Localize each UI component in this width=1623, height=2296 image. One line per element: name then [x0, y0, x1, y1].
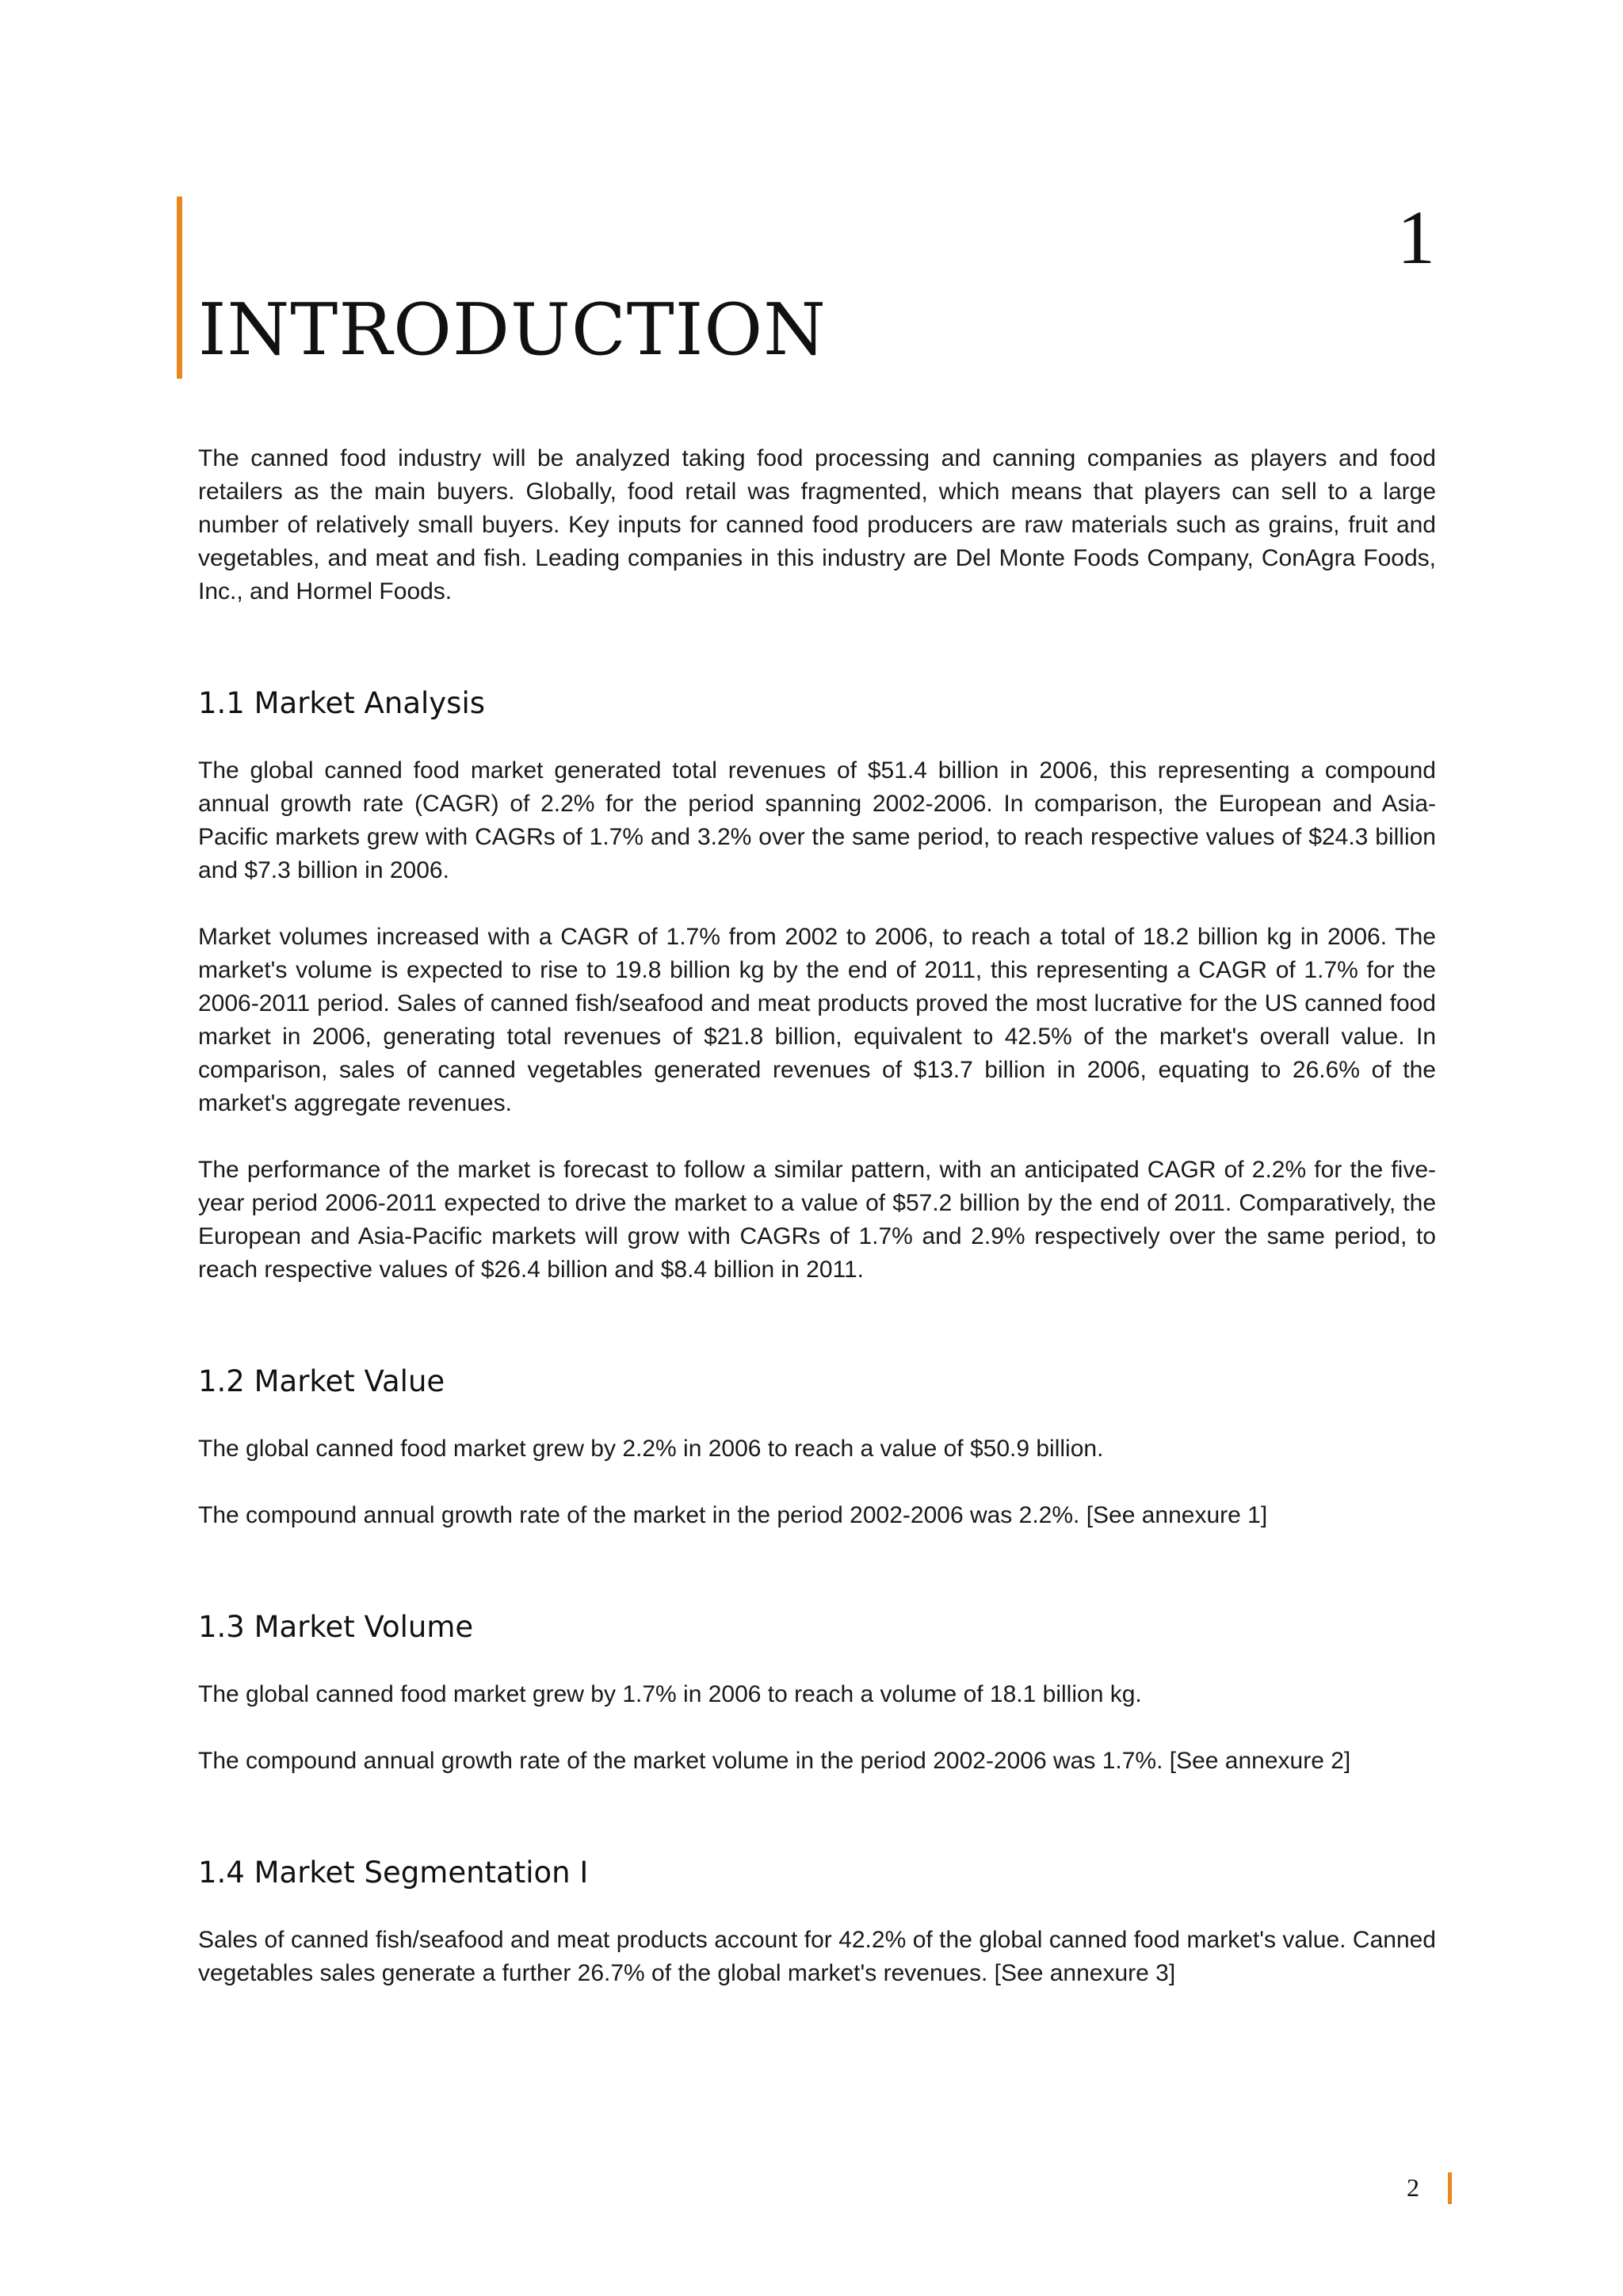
market-analysis-paragraph-3: The performance of the market is forecast to follow a similar pattern, with an anticipated CAGR of 2.2% for the five-year period 2006-2011 expected to drive the market to a value of $57.2 billion by the end of 2011. Comparatively, the European and Asia-Pacific markets will grow with CAGRs of 1.7% and 2.9% respectively over the same period, to reach respective values of $26.4 billion and $8.4 billion in 2011.	[198, 1157, 1436, 1283]
section-heading-market-volume: 1.3 Market Volume	[198, 1610, 474, 1644]
intro-paragraph: The canned food industry will be analyzed taking food processing and canning companies as players and food retailers as the main buyers. Globally, food retail was fragmented, which means that players can sell to a large number of relatively small buyers. Key inputs for canned food producers are raw materials such as grains, fruit and vegetables, and meat and fish. Leading companies in this industry are Del Monte Foods Company, ConAgra Foods, Inc., and Hormel Foods.	[198, 445, 1436, 605]
footer-accent-bar	[1448, 2172, 1452, 2204]
content-body	[198, 442, 1436, 2023]
market-volume-paragraph-2: The compound annual growth rate of the market volume in the period 2002-2006 was 1.7%. [See annexure 2]	[198, 1748, 1351, 1774]
market-value-paragraph-2: The compound annual growth rate of the market in the period 2002-2006 was 2.2%. [See annexure 1]	[198, 1502, 1268, 1528]
section-heading-market-segmentation: 1.4 Market Segmentation I	[198, 1855, 589, 1890]
chapter-title: INTRODUCTION	[198, 288, 827, 372]
market-volume-paragraph-1: The global canned food market grew by 1.7% in 2006 to reach a volume of 18.1 billion kg.	[198, 1681, 1142, 1707]
market-segmentation-paragraph-1: Sales of canned fish/seafood and meat products account for 42.2% of the global canned food market's value. Canned vegetables sales generate a further 26.7% of the global market's revenues. [See annexure 3]	[198, 1927, 1436, 1986]
market-analysis-paragraph-2: Market volumes increased with a CAGR of 1.7% from 2002 to 2006, to reach a total of 18.2 billion kg in 2006. The market's volume is expected to rise to 19.8 billion kg by the end of 2011, this representing a CAGR of 1.7% for the 2006-2011 period. Sales of canned fish/seafood and meat products proved the most lucrative for the US canned food market in 2006, generating total revenues of $21.8 billion, equivalent to 42.5% of the market's overall value. In comparison, sales of canned vegetables generated revenues of $13.7 billion in 2006, equating to 26.6% of the market's aggregate revenues.	[198, 924, 1436, 1116]
page-number: 2	[1407, 2173, 1419, 2202]
chapter-accent-bar	[177, 196, 182, 379]
section-heading-market-value: 1.2 Market Value	[198, 1364, 445, 1398]
market-analysis-paragraph-1: The global canned food market generated total revenues of $51.4 billion in 2006, this representing a compound annual growth rate (CAGR) of 2.2% for the period spanning 2002-2006. In comparison, the European and Asia-Pacific markets grew with CAGRs of 1.7% and 3.2% over the same period, to reach respective values of $24.3 billion and $7.3 billion in 2006.	[198, 757, 1436, 883]
chapter-number: 1	[1397, 195, 1435, 280]
section-heading-market-analysis: 1.1 Market Analysis	[198, 686, 485, 720]
market-value-paragraph-1: The global canned food market grew by 2.2% in 2006 to reach a value of $50.9 billion.	[198, 1436, 1104, 1462]
